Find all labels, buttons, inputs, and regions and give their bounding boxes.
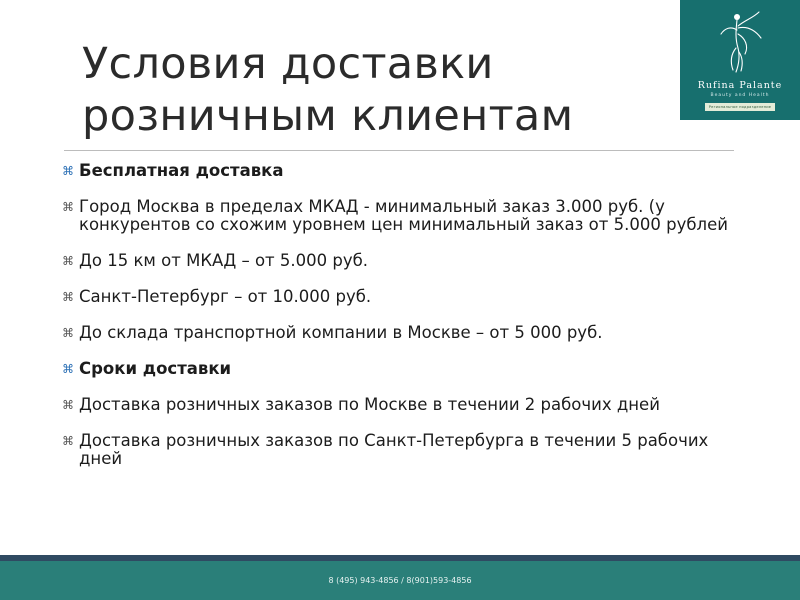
slide-body bbox=[62, 162, 734, 468]
bullet-item-moscow bbox=[62, 198, 734, 234]
fairy-figure-icon bbox=[715, 8, 765, 74]
bullet-heading-free-delivery bbox=[62, 162, 734, 180]
slide-title bbox=[82, 38, 662, 142]
bullet-item-spb-time bbox=[62, 432, 734, 468]
bullet-item-15km bbox=[62, 252, 734, 270]
bullet-marker-icon: ⌘ bbox=[62, 200, 74, 214]
slide-title-line-1: Условия доставки bbox=[82, 39, 494, 89]
bullet-text: Доставка розничных заказов по Санкт-Петербурга в течении 5 рабочих дней bbox=[79, 431, 709, 468]
bullet-marker-icon: ⌘ bbox=[62, 164, 74, 178]
bullet-marker-icon: ⌘ bbox=[62, 398, 74, 412]
bullet-marker-icon: ⌘ bbox=[62, 362, 74, 376]
bullet-text: До склада транспортной компании в Москве – от 5 000 руб. bbox=[79, 323, 603, 342]
bullet-marker-icon: ⌘ bbox=[62, 326, 74, 340]
bullet-item-moscow-time bbox=[62, 396, 734, 414]
bullet-marker-icon: ⌘ bbox=[62, 290, 74, 304]
slide-title-line-2: розничным клиентам bbox=[82, 91, 574, 141]
bullet-marker-icon: ⌘ bbox=[62, 254, 74, 268]
bullet-marker-icon: ⌘ bbox=[62, 434, 74, 448]
bullet-text: До 15 км от МКАД – от 5.000 руб. bbox=[79, 251, 369, 270]
bullet-text: Город Москва в пределах МКАД - минимальный заказ 3.000 руб. (у конкурентов со схожим уровнем цен минимальный заказ от 5.000 рублей bbox=[79, 197, 728, 234]
bullet-text: Доставка розничных заказов по Москве в течении 2 рабочих дней bbox=[79, 395, 660, 414]
bullet-text: Сроки доставки bbox=[79, 359, 232, 378]
footer-bar bbox=[0, 561, 800, 600]
logo-brand-name: Rufina Palante bbox=[697, 80, 783, 91]
logo-badge: Региональное подразделение bbox=[705, 103, 775, 111]
footer-phone-numbers: 8 (495) 943-4856 / 8(901)593-4856 bbox=[328, 576, 472, 585]
title-divider bbox=[64, 150, 734, 151]
bullet-heading-delivery-time bbox=[62, 360, 734, 378]
bullet-text: Санкт-Петербург – от 10.000 руб. bbox=[79, 287, 372, 306]
logo-tagline: Beauty and Health bbox=[710, 93, 770, 98]
bullet-item-spb bbox=[62, 288, 734, 306]
bullet-item-warehouse bbox=[62, 324, 734, 342]
brand-logo bbox=[680, 0, 800, 120]
bullet-text: Бесплатная доставка bbox=[79, 161, 284, 180]
